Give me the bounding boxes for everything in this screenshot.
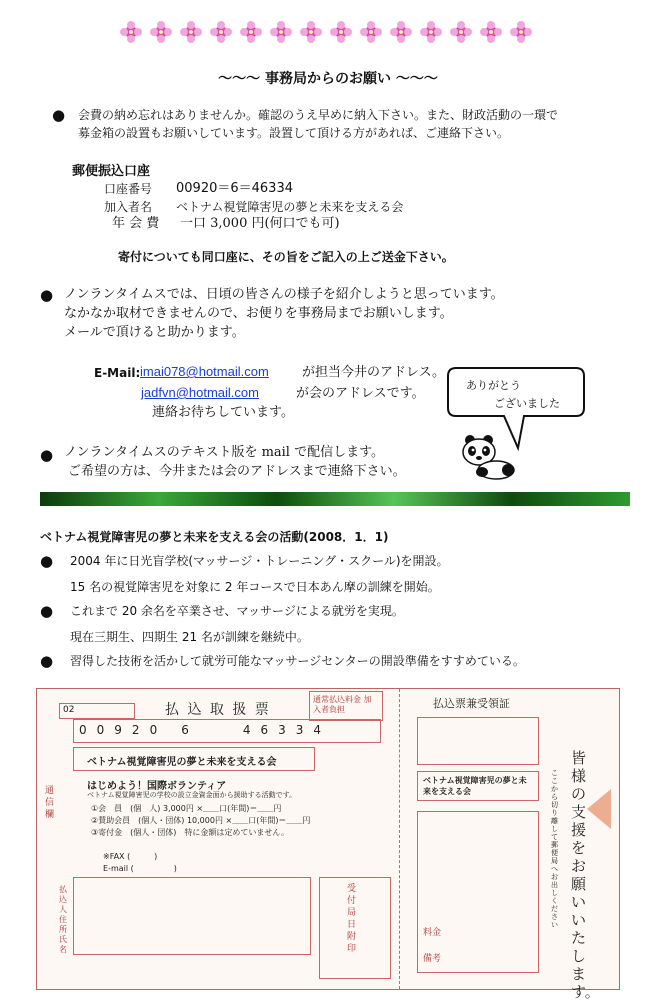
receipt-fee-label: 料金	[423, 928, 442, 938]
account-value: 00920＝6＝46334	[176, 181, 293, 196]
flower-icon	[178, 20, 204, 44]
receipt-detail-box	[417, 811, 539, 973]
activity-line3: 習得した技術を活かして就労可能なマッサージセンターの開設準備をすすめている。	[70, 654, 525, 668]
payment-slip	[36, 688, 620, 1001]
account-digits	[79, 723, 321, 737]
receipt-payee: ベトナム視覚障害児の夢と未来を支える会	[423, 776, 527, 796]
postal-heading: 郵便振込口座	[72, 164, 151, 179]
bullet-icon: ●	[40, 652, 54, 670]
flower-icon	[418, 20, 444, 44]
fee-value: 一口 3,000 円(何口でも可)	[180, 216, 340, 231]
fee-label: 年 会 費	[112, 216, 160, 231]
item3-line1: ノンランタイムスのテキスト版を mail で配信します。	[64, 445, 385, 460]
flower-decoration	[118, 20, 538, 46]
bullet-icon: ●	[40, 286, 54, 304]
payee-name: ベトナム視覚障害児の夢と未来を支える会	[87, 757, 277, 768]
section-divider	[40, 492, 630, 506]
item3-line2: ご希望の方は、今井または会のアドレスまで連絡下さい。	[68, 464, 406, 479]
bubble-line1: ありがとう	[466, 379, 521, 392]
bullet-icon: ●	[40, 602, 54, 620]
form-code: 02	[63, 705, 75, 715]
email-link-association[interactable]: jadfvn@hotmail.com	[141, 385, 259, 400]
email-field: E-mail ( )	[103, 864, 177, 873]
item1-line2: 募金箱の設置もお願いしています。設置して頂ける方があれば、ご連絡下さい。	[78, 126, 510, 140]
vertical-message: 皆様の支援をお願いいたします。	[571, 749, 600, 1001]
flower-icon	[448, 20, 474, 44]
arrow-icon	[585, 789, 613, 829]
donation-note: 寄付についても同口座に、その旨をご記入の上ご送金下さい。	[118, 250, 454, 264]
email2-note: が会のアドレスです。	[296, 386, 425, 401]
fax-field: ※FAX ( )	[103, 852, 158, 861]
account-digit: 0	[149, 723, 158, 737]
msg-sub: ベトナム視覚障害児の学校の設立金資金面から援助する活動です。	[87, 791, 297, 799]
activities-title: ベトナム視覚障害児の夢と未来を支える会の活動(2008．1．1)	[40, 530, 389, 544]
flower-icon	[358, 20, 384, 44]
bullet-icon: ●	[40, 446, 54, 464]
msg-title: はじめよう！国際ボランティア	[87, 781, 227, 792]
account-digit: 4	[242, 723, 251, 737]
flower-icon	[208, 20, 234, 44]
bubble-line2: ございました	[494, 397, 560, 410]
flower-icon	[118, 20, 144, 44]
item2-line3: メールで頂けると助かります。	[64, 325, 245, 340]
activity-line2: これまで 20 余名を卒業させ、マッサージによる就労を実現。	[70, 604, 404, 618]
stamp-label: 受付局日附印	[347, 884, 357, 954]
account-label: 口座番号	[104, 182, 153, 196]
account-digit: 0	[96, 723, 105, 737]
option-donation: ③寄付金 (個人・団体) 特に金額は定めていません。	[91, 828, 289, 837]
account-digit: 3	[295, 723, 304, 737]
account-digit: 4	[313, 723, 322, 737]
option-supporter: ②賛助会員 (個人・団体) 10,000円 ×＿＿口(年間)＝＿＿円	[91, 816, 311, 825]
activity-line1: 2004 年に日光盲学校(マッサージ・トレーニング・スクール)を開設。	[70, 554, 449, 568]
account-digit: 3	[278, 723, 286, 737]
activity-line1b: 15 名の視覚障害児を対象に 2 年コースで日本あん摩の訓練を開始。	[70, 580, 440, 594]
flower-icon	[328, 20, 354, 44]
flower-icon	[238, 20, 264, 44]
account-digit: 2	[131, 723, 140, 737]
item2-line2: なかなか取材できませんので、お便りを事務局までお願いします。	[64, 306, 453, 321]
item1-line1: 会費の納め忘れはありませんか。確認のうえ早めに納入下さい。また、財政活動の一環で	[78, 108, 559, 122]
account-digit: 6	[260, 723, 269, 737]
panda-icon	[458, 434, 520, 480]
option-member: ①会 員 (個 人) 3,000円 ×＿＿口(年間)＝＿＿円	[91, 804, 282, 813]
email-wait: 連絡お待ちしています。	[152, 405, 294, 420]
flower-icon	[298, 20, 324, 44]
flower-icon	[508, 20, 534, 44]
account-digit: 9	[114, 723, 122, 737]
holder-label: 加入者名	[104, 200, 153, 214]
bullet-icon: ●	[40, 552, 54, 570]
email-link-imai[interactable]: imai078@hotmail.com	[140, 364, 269, 379]
fee-box-text: 通常払込料金 加入者負担	[313, 695, 372, 714]
cut-line	[399, 689, 401, 989]
side-label: 通信欄	[45, 786, 55, 820]
holder-value: ベトナム視覚障害児の夢と未来を支える会	[176, 200, 404, 214]
email-label: E-Mail:	[94, 366, 141, 380]
account-digit: 0	[79, 723, 87, 737]
flower-icon	[478, 20, 504, 44]
bullet-icon: ●	[52, 106, 66, 124]
receipt-digits-box	[417, 717, 539, 765]
receipt-title: 払込票兼受領証	[433, 697, 510, 710]
activity-line2b: 現在三期生、四期生 21 名が訓練を継続中。	[70, 630, 309, 644]
email1-note: が担当今井のアドレス。	[302, 365, 446, 380]
flower-icon	[148, 20, 174, 44]
notice-title: ～～～ 事務局からのお願い ～～～	[218, 71, 438, 87]
cut-note: ここから切り離して郵便局へお出しください	[551, 769, 558, 929]
account-digit: 6	[181, 723, 189, 737]
receipt-note-label: 備考	[423, 954, 442, 964]
form-main-title: 払 込 取 扱 票	[165, 702, 271, 718]
address-box	[73, 877, 311, 955]
flower-icon	[388, 20, 414, 44]
item2-line1: ノンランタイムスでは、日頃の皆さんの様子を紹介しようと思っています。	[64, 287, 504, 302]
flower-icon	[268, 20, 294, 44]
address-label: 払込人住所氏名	[59, 885, 67, 954]
